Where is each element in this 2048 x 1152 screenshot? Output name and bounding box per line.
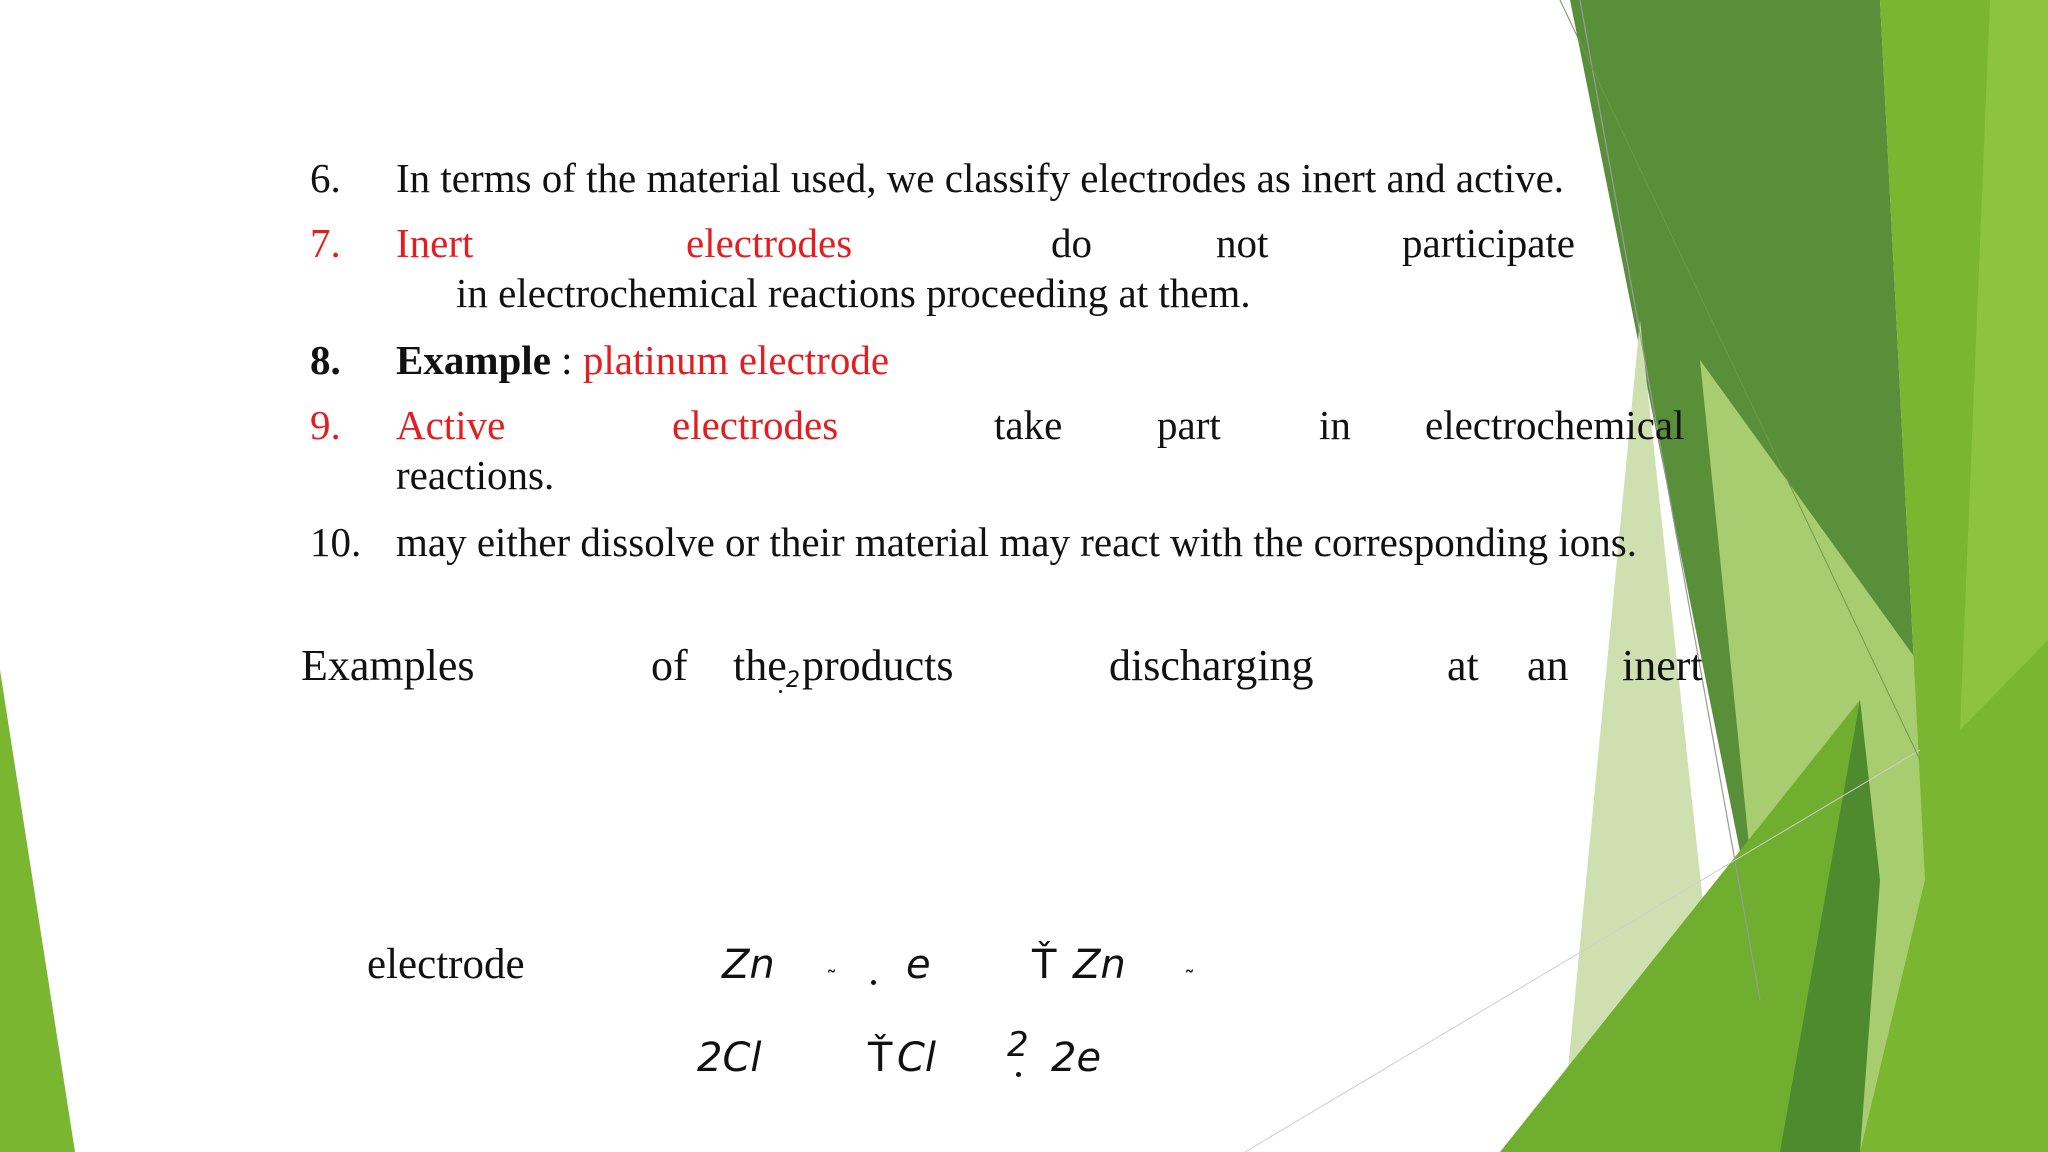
example-label: Example xyxy=(396,337,551,383)
eq1-tilde-2: ˜ xyxy=(1184,968,1195,993)
list-item-7-word-do: do xyxy=(1051,220,1092,266)
example-value: platinum electrode xyxy=(582,337,890,383)
list-item-9-word-electrodes: electrodes xyxy=(672,402,839,448)
eq2-2cl: 2Cl xyxy=(697,1035,762,1081)
list-number-7: 7. xyxy=(310,220,341,266)
eq2-superscript: 2 xyxy=(1007,1025,1029,1065)
eq2-2e: 2e xyxy=(1051,1035,1102,1081)
examples-word-examples: Examples xyxy=(301,641,475,690)
list-item-9-line2: reactions. xyxy=(396,452,555,498)
eq2-dot xyxy=(1016,1072,1021,1077)
list-item-6-text: In terms of the material used, we classify electrodes as inert and active. xyxy=(396,155,1565,201)
eq1-zn: Zn xyxy=(722,942,775,988)
list-item-9-word-electrochemical: electrochemical xyxy=(1425,402,1685,448)
list-item-7-word-electrodes: electrodes xyxy=(686,220,853,266)
list-number-6: 6. xyxy=(310,155,341,201)
list-item-9-word-active: Active xyxy=(396,402,506,448)
list-item-7-word-inert: Inert xyxy=(396,220,474,266)
list-item-9-word-in: in xyxy=(1319,402,1351,448)
examples-subscript: 2 xyxy=(786,668,800,693)
subscript-dot xyxy=(779,690,782,693)
eq1-e: e xyxy=(906,942,931,988)
list-item-9-word-part: part xyxy=(1157,402,1221,448)
example-separator: : xyxy=(550,337,583,383)
examples-word-the: the xyxy=(733,641,787,690)
list-number-9: 9. xyxy=(310,402,341,448)
examples-word-discharging: discharging xyxy=(1109,641,1314,690)
examples-word-inert: inert xyxy=(1622,641,1703,690)
examples-word-at: at xyxy=(1447,641,1479,690)
list-number-10: 10. xyxy=(310,519,362,565)
list-item-7-line2: in electrochemical reactions proceeding at them. xyxy=(456,270,1251,316)
eq1-tilde-1: ˜ xyxy=(826,968,837,993)
eq1-zn-product: Zn xyxy=(1073,942,1126,988)
list-number-8: 8. xyxy=(310,337,341,383)
examples-word-electrode: electrode xyxy=(367,941,525,988)
eq1-arrow: Ť xyxy=(1032,942,1057,988)
left-green-strip xyxy=(0,670,75,1152)
list-item-7-word-not: not xyxy=(1216,220,1269,266)
eq2-arrow: Ť xyxy=(868,1035,893,1081)
eq1-dot xyxy=(871,980,876,985)
examples-word-products: products xyxy=(802,641,954,690)
list-item-8-line xyxy=(396,337,890,383)
list-item-10-text: may either dissolve or their material may react with the corresponding ions. xyxy=(396,519,1638,565)
list-item-7-word-participate: participate xyxy=(1402,220,1576,266)
eq2-cl: Cl xyxy=(897,1035,937,1081)
list-item-9-word-take: take xyxy=(994,402,1063,448)
examples-word-of: of xyxy=(651,641,688,690)
examples-word-an: an xyxy=(1527,641,1569,690)
